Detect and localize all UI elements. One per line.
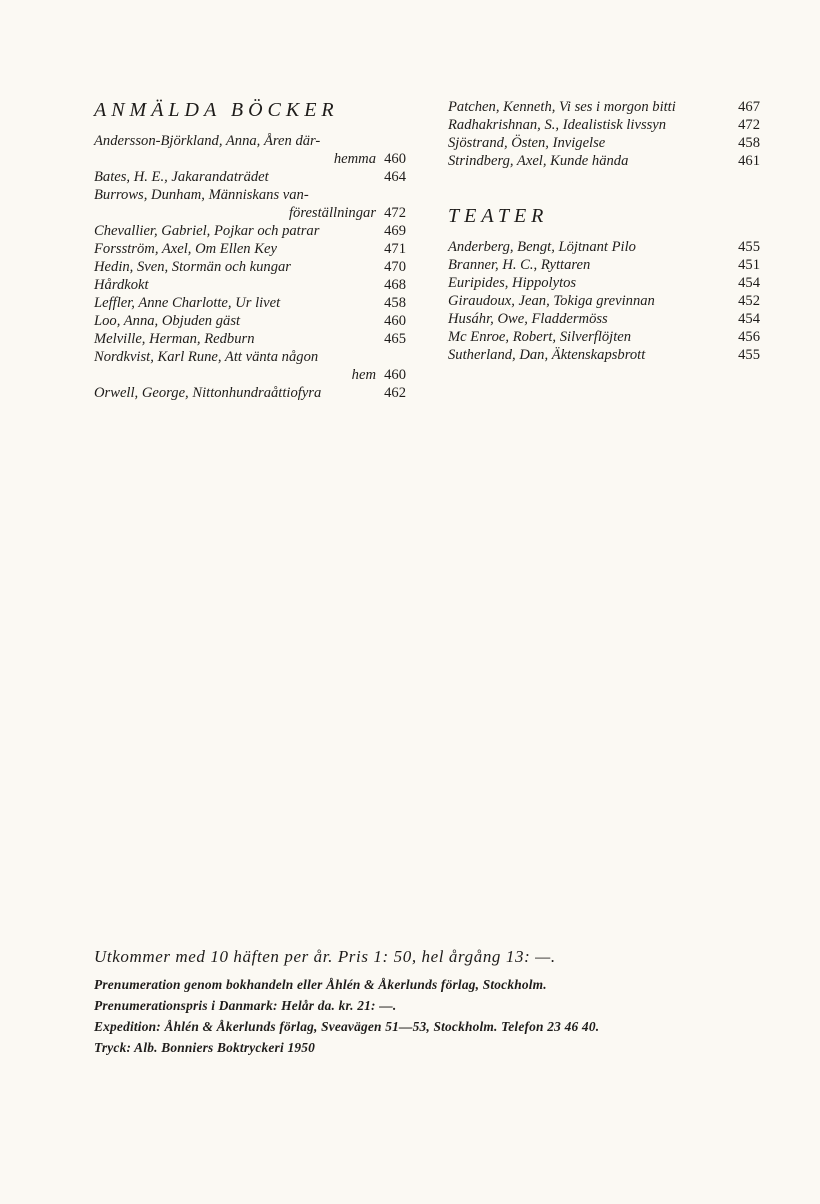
entry-page-number: 472	[384, 205, 406, 221]
entry-title	[448, 152, 736, 170]
entry-title	[94, 312, 382, 330]
publication-info	[94, 944, 774, 1058]
entry-title	[94, 222, 382, 240]
index-entry	[94, 186, 406, 222]
index-entry	[448, 346, 760, 364]
entry-title-text: Chevallier, Gabriel, Pojkar och patrar	[94, 223, 320, 239]
issues-info: Utkommer med 10 häften per år. Pris 1: 50, hel årgång 13: —.	[94, 947, 556, 966]
entry-page-number: 468	[384, 277, 406, 293]
entry-title	[448, 256, 736, 274]
entry-page-number: 470	[384, 259, 406, 275]
entry-page-number: 472	[738, 117, 760, 133]
entry-title-text: Leffler, Anne Charlotte, Ur livet	[94, 295, 281, 311]
index-entry	[448, 98, 760, 116]
entry-page-number: 454	[738, 311, 760, 327]
expedition-info: Expedition: Åhlén & Åkerlunds förlag, Sveavägen 51—53, Stockholm. Telefon 23 46 40.	[94, 1019, 600, 1034]
entry-title-text: Nordkvist, Karl Rune, Att vänta någon	[94, 349, 319, 365]
entry-title-text: Anderberg, Bengt, Löjtnant Pilo	[448, 239, 636, 255]
entry-title-text: Giraudoux, Jean, Tokiga grevinnan	[448, 293, 655, 309]
entry-title	[94, 330, 382, 348]
entry-title-text: Hårdkokt	[94, 277, 149, 293]
entry-title-text: Euripides, Hippolytos	[448, 275, 577, 291]
index-entry	[448, 238, 760, 256]
index-entry	[94, 276, 406, 294]
entry-title-text: Hedin, Sven, Stormän och kungar	[94, 259, 291, 275]
left-column	[94, 98, 406, 402]
entry-title-text: Loo, Anna, Objuden gäst	[94, 313, 241, 329]
entry-page-number: 471	[384, 241, 406, 257]
entry-title-text: Orwell, George, Nittonhundraåttiofyra	[94, 385, 322, 401]
entry-page-number: 467	[738, 99, 760, 115]
index-entry	[448, 310, 760, 328]
entry-page-number: 460	[384, 313, 406, 329]
entry-page-number: 469	[384, 223, 406, 239]
entry-title	[94, 132, 382, 168]
index-entry	[94, 222, 406, 240]
entry-title-text: Strindberg, Axel, Kunde hända	[448, 153, 629, 169]
entry-title-text: Branner, H. C., Ryttaren	[448, 257, 591, 273]
entry-title-continuation: föreställningar	[288, 205, 376, 221]
entry-page-number: 460	[384, 367, 406, 383]
entry-title	[94, 294, 382, 312]
index-entry	[94, 348, 406, 384]
entry-page-number: 461	[738, 153, 760, 169]
entry-page-number: 462	[384, 385, 406, 401]
entry-title	[448, 274, 736, 292]
entry-title	[448, 98, 736, 116]
entry-title	[94, 276, 382, 294]
entry-title-continuation: hemma	[333, 151, 376, 167]
entry-page-number: 452	[738, 293, 760, 309]
entry-title	[94, 258, 382, 276]
subscription-info: Prenumeration genom bokhandeln eller Åhlén & Åkerlunds förlag, Stockholm.	[94, 977, 547, 992]
entry-title	[448, 346, 736, 364]
index-entry	[448, 116, 760, 134]
entry-title	[94, 240, 382, 258]
index-entry	[94, 168, 406, 186]
index-entry	[448, 134, 760, 152]
entry-page-number: 460	[384, 151, 406, 167]
index-entry	[448, 274, 760, 292]
theatre-list	[448, 238, 760, 364]
entry-page-number: 458	[738, 135, 760, 151]
printer-info: Tryck: Alb. Bonniers Boktryckeri 1950	[94, 1040, 316, 1055]
index-entry	[94, 294, 406, 312]
entry-title	[448, 310, 736, 328]
books-list-continued	[448, 98, 760, 170]
entry-title	[94, 186, 382, 222]
entry-title-text: Melville, Herman, Redburn	[94, 331, 255, 347]
entry-title-text: Mc Enroe, Robert, Silverflöjten	[448, 329, 632, 345]
entry-title-text: Andersson-Björkland, Anna, Åren där-	[94, 133, 321, 149]
entry-title-text: Radhakrishnan, S., Idealistisk livssyn	[448, 117, 667, 133]
theatre-heading: TEATER	[448, 205, 549, 227]
entry-page-number: 455	[738, 347, 760, 363]
index-entry	[94, 312, 406, 330]
entry-title-text: Patchen, Kenneth, Vi ses i morgon bitti	[448, 99, 676, 115]
entry-title-text: Forsström, Axel, Om Ellen Key	[94, 241, 277, 257]
books-heading: ANMÄLDA BÖCKER	[94, 99, 339, 121]
entry-page-number: 454	[738, 275, 760, 291]
right-column	[448, 98, 760, 364]
entry-title-text: Sjöstrand, Östen, Invigelse	[448, 135, 606, 151]
entry-title	[94, 384, 382, 402]
entry-title-continuation: hem	[351, 367, 376, 383]
index-entry	[94, 384, 406, 402]
entry-title	[448, 116, 736, 134]
entry-title	[448, 292, 736, 310]
index-entry	[94, 240, 406, 258]
entry-page-number: 451	[738, 257, 760, 273]
index-entry	[94, 132, 406, 168]
entry-title	[94, 168, 382, 186]
index-entry	[94, 258, 406, 276]
index-entry	[448, 152, 760, 170]
entry-title	[448, 238, 736, 256]
entry-title	[448, 328, 736, 346]
entry-title-text: Burrows, Dunham, Människans van-	[94, 187, 309, 203]
index-entry	[448, 292, 760, 310]
entry-page-number: 458	[384, 295, 406, 311]
index-entry	[448, 256, 760, 274]
entry-page-number: 455	[738, 239, 760, 255]
index-entry	[448, 328, 760, 346]
index-entry	[94, 330, 406, 348]
entry-page-number: 456	[738, 329, 760, 345]
entry-page-number: 464	[384, 169, 406, 185]
entry-page-number: 465	[384, 331, 406, 347]
entry-title-text: Husáhr, Owe, Fladdermöss	[448, 311, 608, 327]
entry-title	[94, 348, 382, 384]
denmark-price-info: Prenumerationspris i Danmark: Helår da. kr. 21: —.	[94, 998, 397, 1013]
entry-title	[448, 134, 736, 152]
books-list	[94, 132, 406, 402]
entry-title-text: Bates, H. E., Jakarandaträdet	[94, 169, 269, 185]
entry-title-text: Sutherland, Dan, Äktenskapsbrott	[448, 347, 646, 363]
